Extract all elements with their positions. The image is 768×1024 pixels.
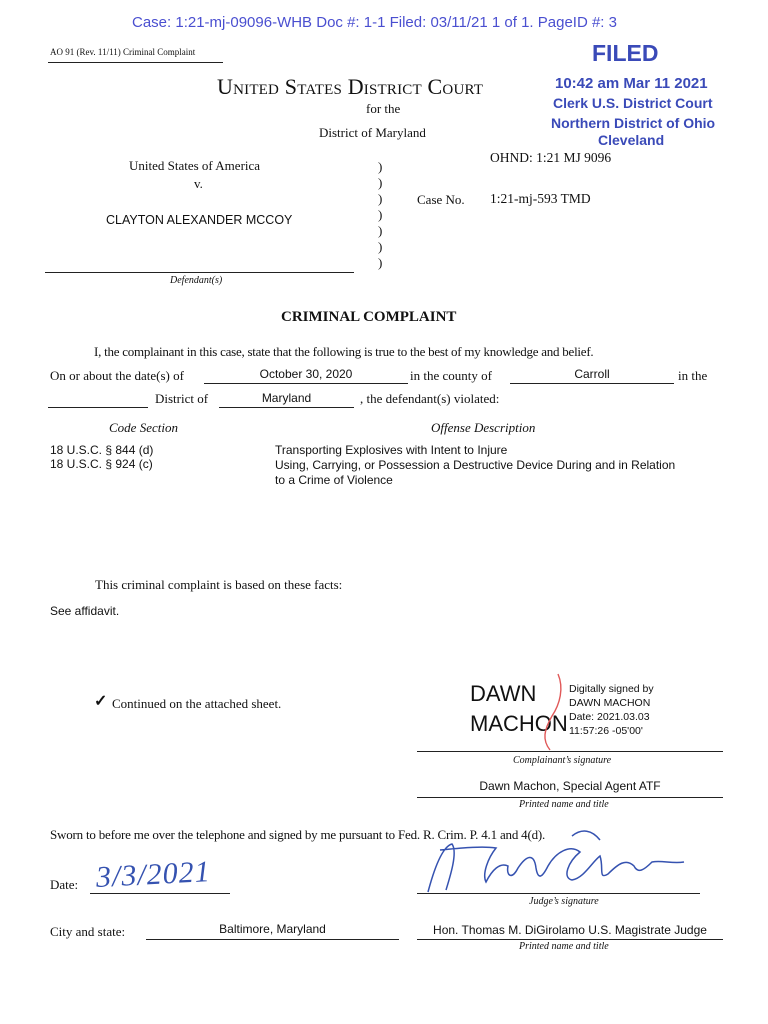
date-prefix: On or about the date(s) of (50, 368, 184, 383)
offense-date-field: October 30, 2020 (259, 367, 353, 381)
offense-description-item: Using, Carrying, or Possession a Destructive Device During and in Relation (275, 458, 676, 472)
date-label: Date: (50, 877, 79, 892)
handwritten-date: 3/3/2021 (95, 855, 212, 894)
digital-signature-mark (530, 670, 570, 755)
digital-signature-name-line1: DAWN (470, 681, 537, 706)
form-id: AO 91 (Rev. 11/11) Criminal Complaint (50, 47, 196, 57)
facts-label: This criminal complaint is based on these facts: (95, 577, 343, 592)
paren: ) (378, 191, 383, 206)
defendant-name: CLAYTON ALEXANDER MCCOY (106, 213, 293, 227)
paren: ) (378, 255, 383, 270)
complainant-printed-rule (417, 797, 723, 798)
plaintiff-name: United States of America (129, 158, 261, 173)
digital-signature-info: Date: 2021.03.03 (569, 711, 650, 723)
digital-signature-name-line2: MACHON (470, 711, 568, 736)
complainant-printed-name: Dawn Machon, Special Agent ATF (479, 779, 661, 793)
digital-signature-info: 11:57:26 -05'00' (569, 725, 643, 737)
judge-signature-rule (417, 893, 700, 894)
judge-printed-name: Hon. Thomas M. DiGirolamo U.S. Magistrate Judge (433, 923, 707, 937)
district-rule (260, 142, 510, 143)
filed-stamp-time: 10:42 am Mar 11 2021 (555, 75, 708, 92)
signature-stroke (545, 674, 561, 750)
versus-label: v. (194, 176, 203, 191)
paren: ) (378, 159, 383, 174)
digital-signature-info: Digitally signed by (569, 683, 654, 695)
case-no-label: Case No. (417, 192, 465, 207)
case-header-stamp: Case: 1:21-mj-09096-WHB Doc #: 1-1 Filed: 03/11/21 1 of 1. PageID #: 3 (132, 14, 617, 31)
digital-signature-info: DAWN MACHON (569, 697, 651, 709)
sworn-statement: Sworn to before me over the telephone and signed by me pursuant to Fed. R. Crim. P. 4.1 and 4(d). (50, 827, 546, 842)
continued-checkbox[interactable]: ✓ (94, 693, 108, 710)
judge-signature-mark (422, 822, 702, 897)
county-field: Carroll (574, 367, 610, 381)
for-the-label: for the (366, 101, 401, 116)
document-title: CRIMINAL COMPLAINT (281, 309, 457, 325)
complainant-signature-label: Complainant’s signature (513, 755, 612, 766)
filed-stamp-district: Northern District of Ohio (551, 115, 716, 131)
in-the-label: in the (678, 368, 708, 383)
paren: ) (378, 207, 383, 222)
code-section-header: Code Section (109, 420, 178, 435)
judge-signature-label: Judge’s signature (529, 896, 599, 907)
city-state-rule (146, 939, 399, 940)
complainant-printed-label: Printed name and title (519, 799, 609, 810)
district-of-label: District of (155, 391, 209, 406)
defendant-label: Defendant(s) (170, 275, 223, 286)
city-state-label: City and state: (50, 924, 126, 939)
judge-printed-label: Printed name and title (519, 941, 609, 952)
code-section-item: 18 U.S.C. § 844 (d) (50, 443, 154, 457)
filed-stamp-clerk: Clerk U.S. District Court (553, 95, 713, 111)
district-field: Maryland (261, 391, 312, 405)
case-no-value: 1:21-mj-593 TMD (490, 191, 591, 206)
defendant-rule (45, 272, 354, 273)
offense-description-item: to a Crime of Violence (275, 473, 393, 487)
blank-district-rule (48, 407, 148, 408)
district-field-rule (219, 407, 354, 408)
paren: ) (378, 175, 383, 190)
filed-stamp-city: Cleveland (598, 132, 665, 148)
court-district: District of Maryland (319, 125, 426, 140)
ohnd-number: OHND: 1:21 MJ 9096 (490, 150, 612, 165)
city-state-field: Baltimore, Maryland (219, 922, 326, 936)
complainant-signature-rule (417, 751, 723, 752)
form-id-rule (48, 62, 223, 63)
offense-description-header: Offense Description (431, 420, 536, 435)
facts-text: See affidavit. (50, 604, 120, 618)
code-section-item: 18 U.S.C. § 924 (c) (50, 457, 153, 471)
county-rule (510, 383, 674, 384)
offense-date-rule (204, 383, 408, 384)
complainant-statement: I, the complainant in this case, state that the following is true to the best of my knowledge and belief. (94, 344, 594, 359)
paren: ) (378, 223, 383, 238)
continued-label: Continued on the attached sheet. (112, 696, 282, 711)
paren: ) (378, 239, 383, 254)
filed-stamp-title: FILED (592, 40, 659, 66)
judge-printed-rule (417, 939, 723, 940)
court-name: United States District Court (217, 74, 484, 99)
offense-description-item: Transporting Explosives with Intent to Injure (275, 443, 508, 457)
signature-stroke (428, 831, 684, 892)
county-label: in the county of (410, 368, 492, 383)
date-rule (90, 893, 230, 894)
violated-label: , the defendant(s) violated: (360, 391, 500, 406)
